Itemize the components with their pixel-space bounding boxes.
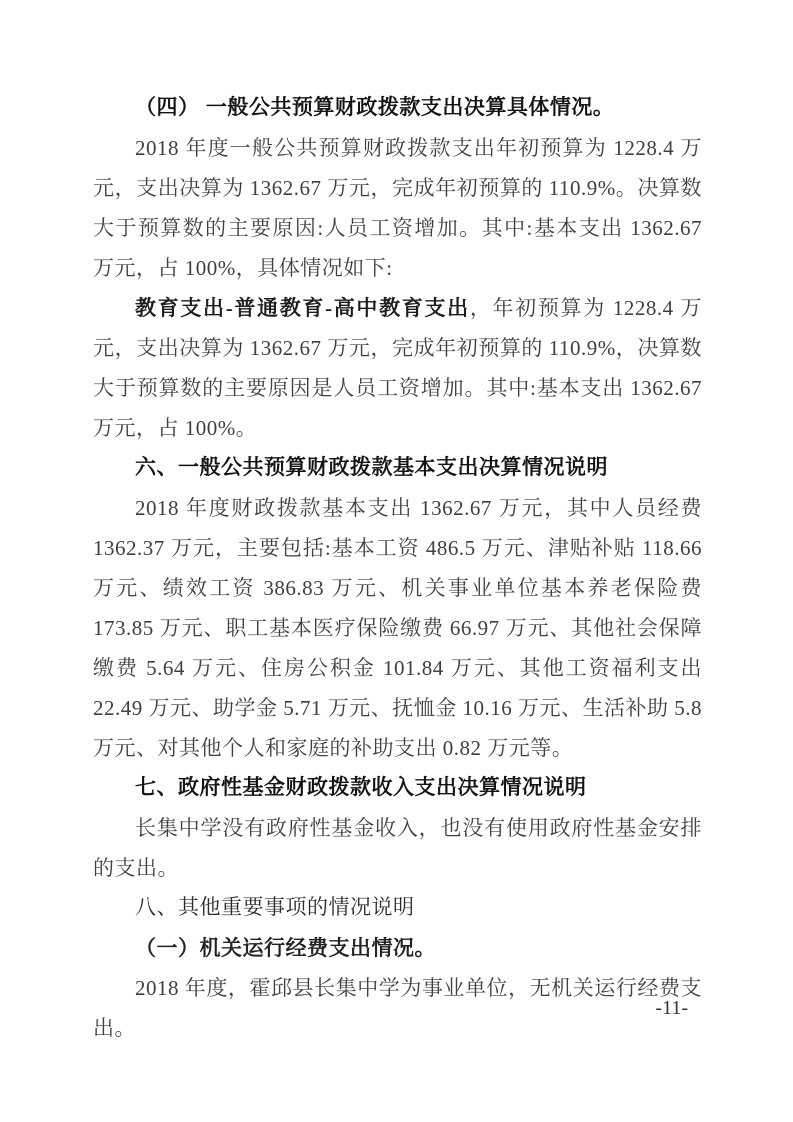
paragraph-text: ，年初预算为 1228.4 万元，支出决算为 1362.67 万元，完成年初预算的 110.9%，决算数大于预算数的主要原因是人员工资增加。其中:基本支出 1362.67 万元，占 100%。	[93, 296, 702, 440]
document-body	[93, 88, 702, 1048]
paragraph-government-fund: 长集中学没有政府性基金收入，也没有使用政府性基金安排的支出。	[93, 816, 702, 880]
paragraph-basic-expenditure-detail: 2018 年度财政拨款基本支出 1362.67 万元，其中人员经费 1362.37 万元，主要包括:基本工资 486.5 万元、津贴补贴 118.66 万元、绩效工资 386.83 万元、机关事业单位基本养老保险费 173.85 万元、职工基本医疗保险缴费 66.97 万元、其他社会保障缴费 5.64 万元、住房公积金 101.84 万元、其他工资福利支出 22.49 万元、助学金 5.71 万元、抚恤金 10.16 万元、生活补助 5.8 万元、对其他个人和家庭的补助支出 0.82 万元等。	[93, 496, 702, 760]
paragraph-lead-bold-text: 教育支出-普通教育-高中教育支出	[135, 296, 470, 320]
heading-section-8: 八、其他重要事项的情况说明	[135, 896, 415, 919]
paragraph-agency-operating-expense: 2018 年度，霍邱县长集中学为事业单位，无机关运行经费支出。	[93, 976, 702, 1040]
paragraph-general-budget-expenditure: 2018 年度一般公共预算财政拨款支出年初预算为 1228.4 万元，支出决算为 1362.67 万元，完成年初预算的 110.9%。决算数大于预算数的主要原因:人员工资增加。其中:基本支出 1362.67 万元，占 100%，具体情况如下:	[93, 136, 702, 280]
heading-section-4: （四） 一般公共预算财政拨款支出决算具体情况。	[135, 96, 615, 119]
page-number: -11-	[655, 997, 688, 1019]
paragraph-education-expenditure	[93, 288, 702, 448]
heading-section-6: 六、一般公共预算财政拨款基本支出决算情况说明	[135, 456, 608, 479]
heading-section-8-1: （一）机关运行经费支出情况。	[135, 936, 436, 960]
heading-section-7: 七、政府性基金财政拨款收入支出决算情况说明	[135, 776, 587, 799]
